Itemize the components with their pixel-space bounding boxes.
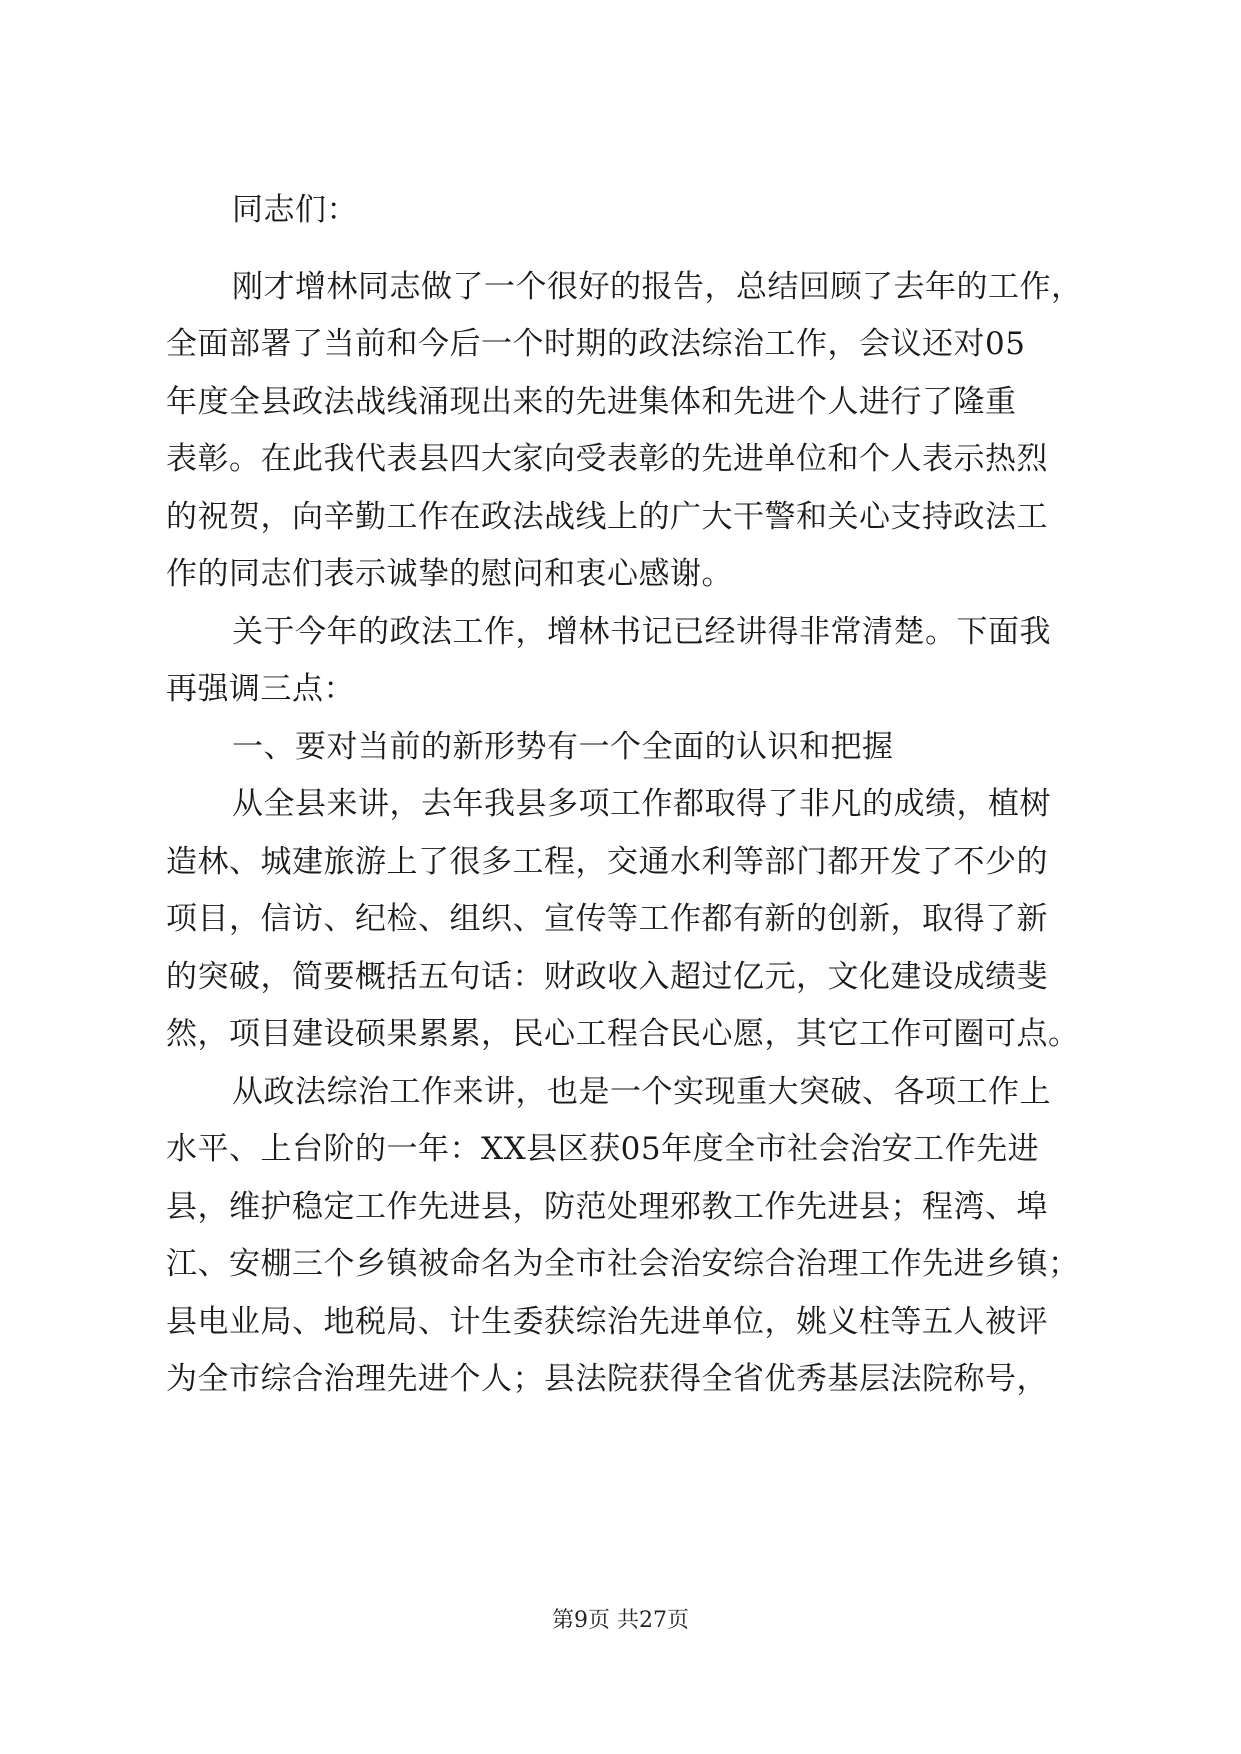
section-heading: 一、要对当前的新形势有一个全面的认识和把握 <box>232 729 894 765</box>
text-line: 关于今年的政法工作，增林书记已经讲得非常清楚。下面我 <box>232 614 1051 650</box>
text-line: 造林、城建旅游上了很多工程，交通水利等部门都开发了不少的 <box>166 844 1048 880</box>
text-line: 表彰。在此我代表县四大家向受表彰的先进单位和个人表示热烈 <box>166 441 1048 477</box>
text-line: 县电业局、地税局、计生委获综治先进单位，姚义柱等五人被评 <box>166 1304 1048 1340</box>
text-line: 县，维护稳定工作先进县，防范处理邪教工作先进县；程湾、埠 <box>166 1189 1048 1225</box>
text-line: 刚才增林同志做了一个很好的报告，总结回顾了去年的工作， <box>232 269 1083 305</box>
page-number-footer: 第9页 共27页 <box>552 1608 689 1633</box>
text-line: 项目，信访、纪检、组织、宣传等工作都有新的创新，取得了新 <box>166 901 1048 937</box>
text-line: 江、安棚三个乡镇被命名为全市社会治安综合治理工作先进乡镇； <box>166 1246 1080 1282</box>
text-line: 年度全县政法战线涌现出来的先进集体和先进个人进行了隆重 <box>166 384 1017 420</box>
text-line: 的突破，简要概括五句话：财政收入超过亿元，文化建设成绩斐 <box>166 959 1048 995</box>
text-line: 全面部署了当前和今后一个时期的政法综治工作，会议还对05 <box>166 326 1026 362</box>
text-line: 作的同志们表示诚挚的慰问和衷心感谢。 <box>166 556 733 592</box>
text-line: 再强调三点： <box>166 671 355 707</box>
text-line: 水平、上台阶的一年：XX县区获05年度全市社会治安工作先进 <box>166 1131 1040 1167</box>
text-line: 从政法综治工作来讲，也是一个实现重大突破、各项工作上 <box>232 1074 1051 1110</box>
text-line: 从全县来讲，去年我县多项工作都取得了非凡的成绩，植树 <box>232 786 1051 822</box>
text-line: 的祝贺，向辛勤工作在政法战线上的广大干警和关心支持政法工 <box>166 499 1048 535</box>
salutation: 同志们： <box>232 192 358 228</box>
text-line: 为全市综合治理先进个人；县法院获得全省优秀基层法院称号， <box>166 1361 1048 1397</box>
text-line: 然，项目建设硕果累累，民心工程合民心愿，其它工作可圈可点。 <box>166 1016 1080 1052</box>
